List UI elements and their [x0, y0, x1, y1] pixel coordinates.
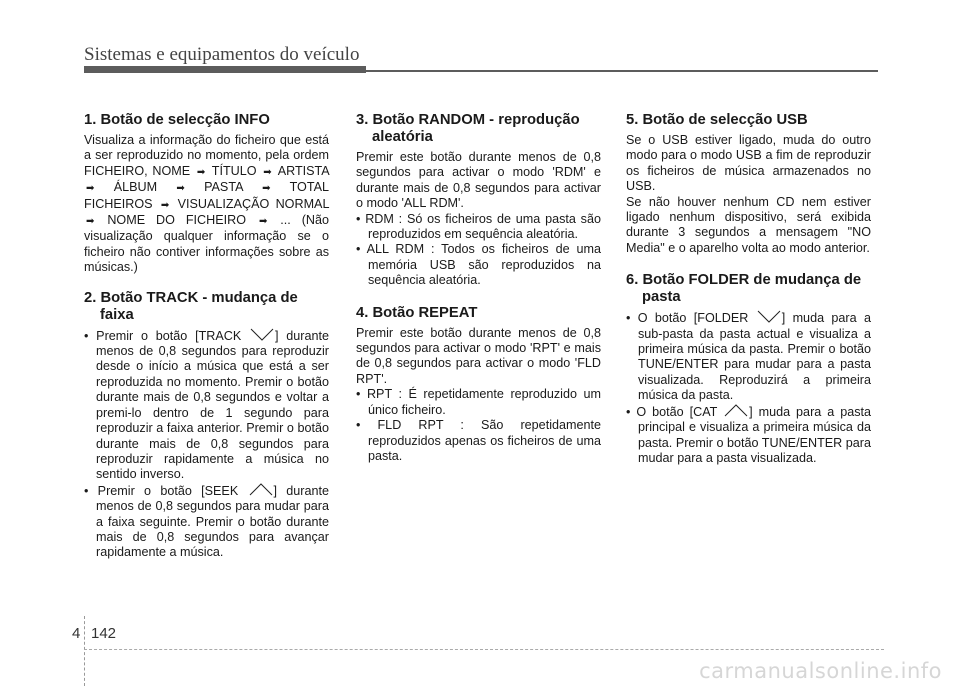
section-random-text: Premir este botão durante menos de 0,8 segundos para activar o modo 'RDM' e durante mais de 0,8 segundos para activar o modo 'ALL RDM'.	[356, 150, 601, 211]
section-folder-bullet-2: • O botão [CAT ] muda para a pasta principal e visualiza a primeira música da pasta. Premir o botão TUNE/ENTER para mudar para a pasta visualizada.	[626, 404, 872, 465]
section-random-bullet-2: • ALL RDM : Todos os ficheiros de uma memória USB são reproduzidos na sequência aleatória.	[356, 242, 601, 288]
section-repeat-bullet-2: • FLD RPT : São repetidamente reproduzidos apenas os ficheiros de uma pasta.	[356, 418, 601, 463]
section-usb-heading: 5. Botão de selecção USB	[626, 112, 808, 128]
chapter-number: 4	[72, 625, 81, 642]
arrow-right-icon: ➡	[196, 166, 206, 178]
column-3	[626, 112, 871, 466]
chevron-up-icon	[248, 483, 274, 496]
section-usb-text-1: Se o USB estiver ligado, muda do outro modo para o modo USB a fim de reproduzir os ficheiros de música armazenados no USB.	[626, 133, 871, 194]
section-folder-bullet-1: • O botão [FOLDER ] muda para a sub-pasta da pasta actual e visualiza a primeira música da pasta. Premir o botão TUNE/ENTER para mudar para a pasta visualizada. Reproduzirá a primeira música da pasta.	[626, 311, 871, 403]
section-folder-heading: 6. Botão FOLDER de mudança de pasta	[626, 272, 862, 306]
footer-vertical-rule	[84, 616, 86, 686]
footer-horizontal-rule	[84, 649, 884, 650]
arrow-right-icon: ➡	[86, 183, 95, 195]
page-header-title: Sistemas e equipamentos do veículo	[84, 44, 360, 65]
section-repeat-heading: 4. Botão REPEAT	[356, 304, 478, 321]
section-repeat-text: Premir este botão durante menos de 0,8 segundos para activar o modo 'RPT' e mais de 0,8 segundos para activar o modo 'FLD RPT'.	[356, 325, 601, 386]
section-random-heading: 3. Botão RANDOM - reprodução aleatória	[356, 112, 580, 145]
arrow-right-icon: ➡	[160, 199, 170, 211]
arrow-right-icon: ➡	[86, 216, 95, 228]
section-track-heading: 2. Botão TRACK - mudança de faixa	[84, 289, 298, 323]
section-random-bullet-1: • RDM : Só os ficheiros de uma pasta são reproduzidos em sequência aleatória.	[356, 211, 601, 242]
section-repeat-bullet-1: • RPT : É repetidamente reproduzido um único ficheiro.	[356, 387, 601, 417]
section-info-text: Visualiza a informação do ficheiro que está a ser reproduzido no momento, pela ordem FICHEIRO, NOME ➡ TÍTULO ➡ ARTISTA ➡ ÁLBUM ➡ PASTA ➡ TOTAL FICHEIROS ➡ VISUALIZAÇÃO NORMAL ➡ NOME DO FICHEIRO ➡ ... (Não visualização qualquer informação se o ficheiro não contiver informações sobre as músicas.)	[84, 133, 330, 275]
section-track-bullet-2: • Premir o botão [SEEK ] durante menos de 0,8 segundos para mudar para a faixa seguinte. Premir o botão durante mais de 0,8 segundos para avançar rapidamente a música.	[84, 483, 329, 560]
chevron-down-icon	[756, 310, 782, 323]
header-bar-thick	[84, 66, 366, 73]
section-info-heading: 1. Botão de selecção INFO	[84, 112, 270, 128]
section-track-bullet-1: • Premir o botão [TRACK ] durante menos de 0,8 segundos para reproduzir desde o início a música que está a ser reproduzida no momento. Premir o botão durante mais de 0,8 segundos e voltar a premi-lo dentro de 1 segundo para reproduzir a faixa anterior. Premir o botão durante mais de 0,8 segundos para reproduzir rapidamente a música no sentido inverso.	[84, 328, 329, 482]
arrow-right-icon: ➡	[176, 183, 185, 195]
section-usb-text-2: Se não houver nenhum CD nem estiver ligado nenhum dispositivo, será exibida durante 3 segundos a mensagem "NO Media" e o aparelho volta ao modo anterior.	[626, 194, 871, 255]
chevron-down-icon	[249, 328, 275, 341]
arrow-right-icon: ➡	[263, 166, 272, 178]
chevron-up-icon	[723, 404, 749, 417]
arrow-right-icon: ➡	[262, 183, 271, 195]
column-2	[356, 112, 601, 464]
watermark: carmanualsonline.info	[699, 659, 942, 683]
header-bar-thin	[366, 70, 878, 72]
column-1	[84, 112, 329, 561]
page-number: 142	[91, 625, 117, 642]
arrow-right-icon: ➡	[258, 216, 268, 228]
